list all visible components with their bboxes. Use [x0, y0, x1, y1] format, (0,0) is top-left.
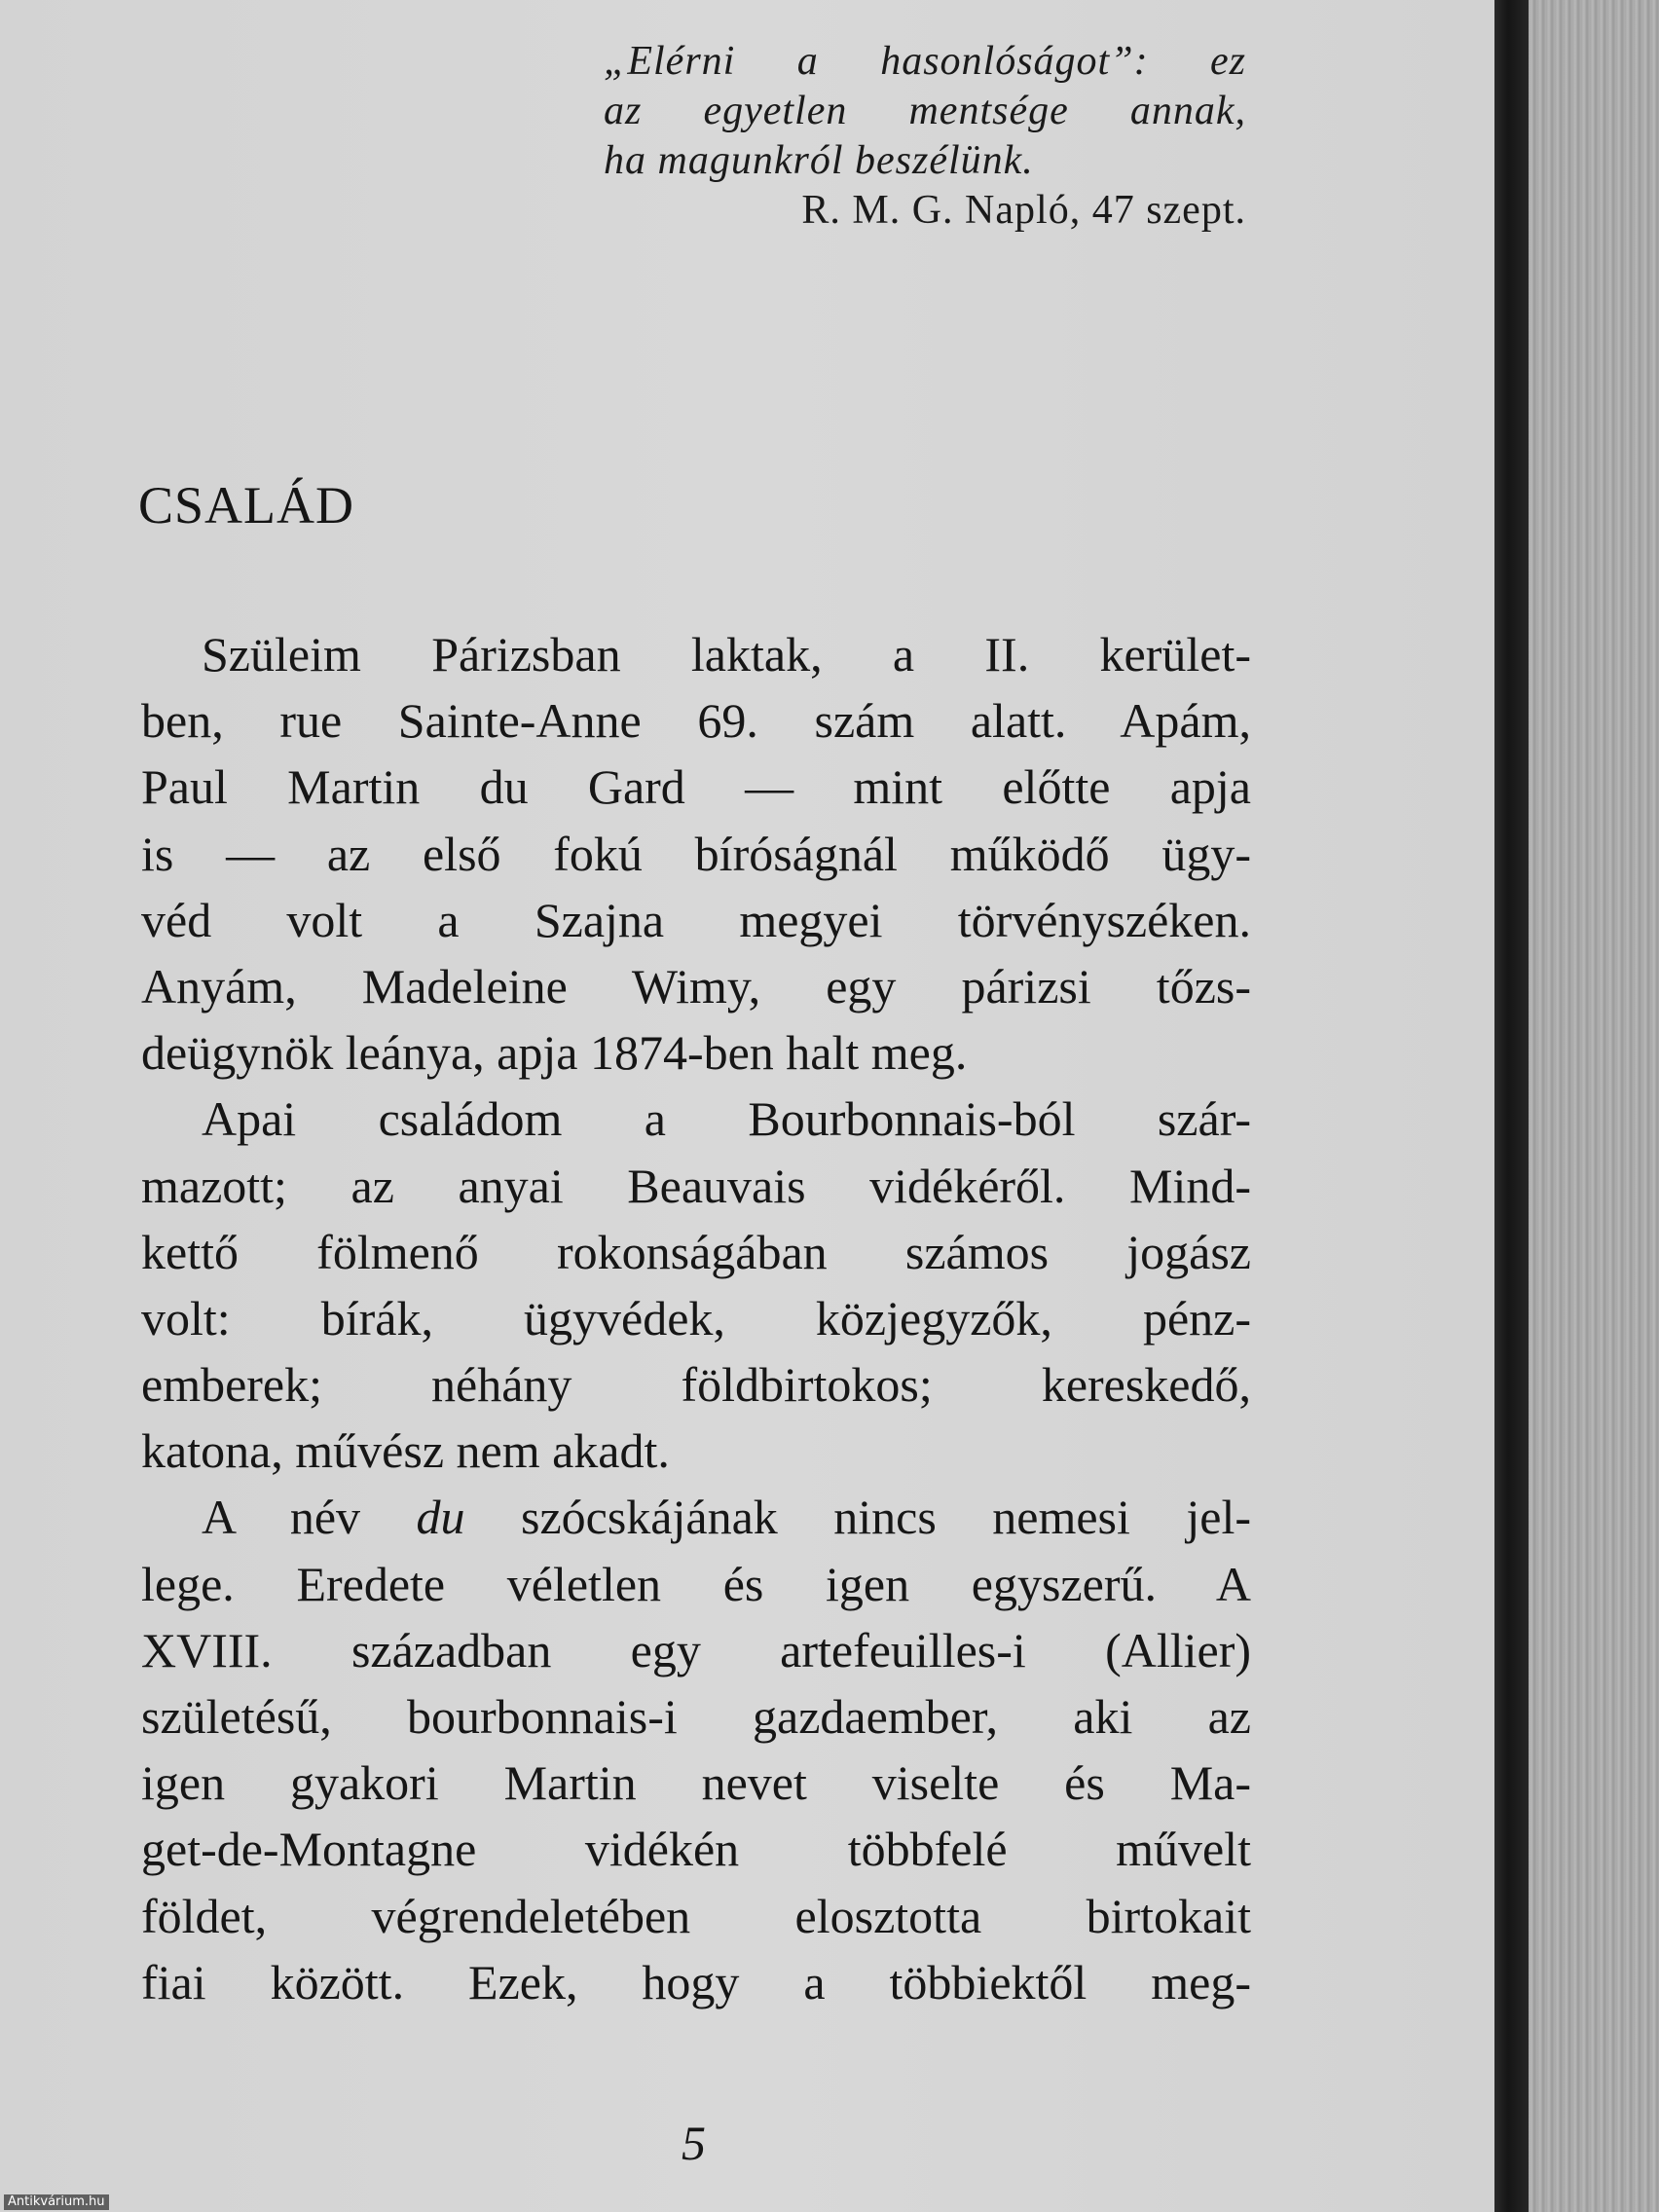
- body-line: fiai között. Ezek, hogy a többiektől meg-: [141, 1954, 1251, 2009]
- watermark: Antikvárium.hu: [4, 2194, 109, 2210]
- body-line-with-italic: [141, 1484, 1251, 1550]
- body-line: kettő fölmenő rokonságában számos jogász: [141, 1224, 1251, 1279]
- body-line: katona, művész nem akadt.: [141, 1423, 670, 1479]
- body-line: emberek; néhány földbirtokos; kereskedő,: [141, 1357, 1251, 1413]
- body-line: Anyám, Madeleine Wimy, egy párizsi tőzs-: [141, 958, 1251, 1014]
- italic-word: du: [416, 1490, 465, 1545]
- body-line: Paul Martin du Gard — mint előtte apja: [141, 759, 1251, 815]
- body-line: ben, rue Sainte-Anne 69. szám alatt. Apám,: [141, 693, 1251, 749]
- body-line: volt: bírák, ügyvédek, közjegyzők, pénz-: [141, 1290, 1251, 1346]
- chapter-heading: CSALÁD: [138, 476, 355, 535]
- body-line: földet, végrendeletében elosztotta birtokait: [141, 1888, 1251, 1943]
- body-line: születésű, bourbonnais-i gazdaember, aki az: [141, 1689, 1251, 1744]
- body-line: get-de-Montagne vidékén többfelé művelt: [141, 1822, 1251, 1877]
- body-text: [141, 621, 1251, 2015]
- body-line: Apai családom a Bourbonnais-ból szár-: [202, 1091, 1251, 1147]
- body-line: Szüleim Párizsban laktak, a II. kerület-: [202, 627, 1251, 682]
- body-line: lege. Eredete véletlen és igen egyszerű. A: [141, 1556, 1251, 1611]
- body-line: mazott; az anyai Beauvais vidékéről. Mind-: [141, 1158, 1251, 1213]
- book-binding: [1494, 0, 1529, 2212]
- epigraph-line-2: az egyetlen mentsége annak,: [604, 89, 1246, 133]
- epigraph-line-1: „Elérni a hasonlóságot”: ez: [604, 39, 1246, 84]
- body-line: véd volt a Szajna megyei törvényszéken.: [141, 892, 1251, 947]
- body-line: is — az első fokú bíróságnál működő ügy-: [141, 826, 1251, 881]
- body-line: XVIII. században egy artefeuilles-i (Allier): [141, 1622, 1251, 1677]
- body-line: A név du szócskájának nincs nemesi jel-: [202, 1490, 1251, 1545]
- epigraph-line-3: ha magunkról beszélünk.: [604, 138, 1034, 183]
- body-line: deügynök leánya, apja 1874-ben halt meg.: [141, 1025, 968, 1081]
- page-number: 5: [682, 2116, 706, 2170]
- epigraph-source: R. M. G. Napló, 47 szept.: [801, 188, 1246, 233]
- body-line: igen gyakori Martin nevet viselte és Ma-: [141, 1755, 1251, 1811]
- page-edges: [1529, 0, 1659, 2212]
- epigraph: [604, 37, 1246, 236]
